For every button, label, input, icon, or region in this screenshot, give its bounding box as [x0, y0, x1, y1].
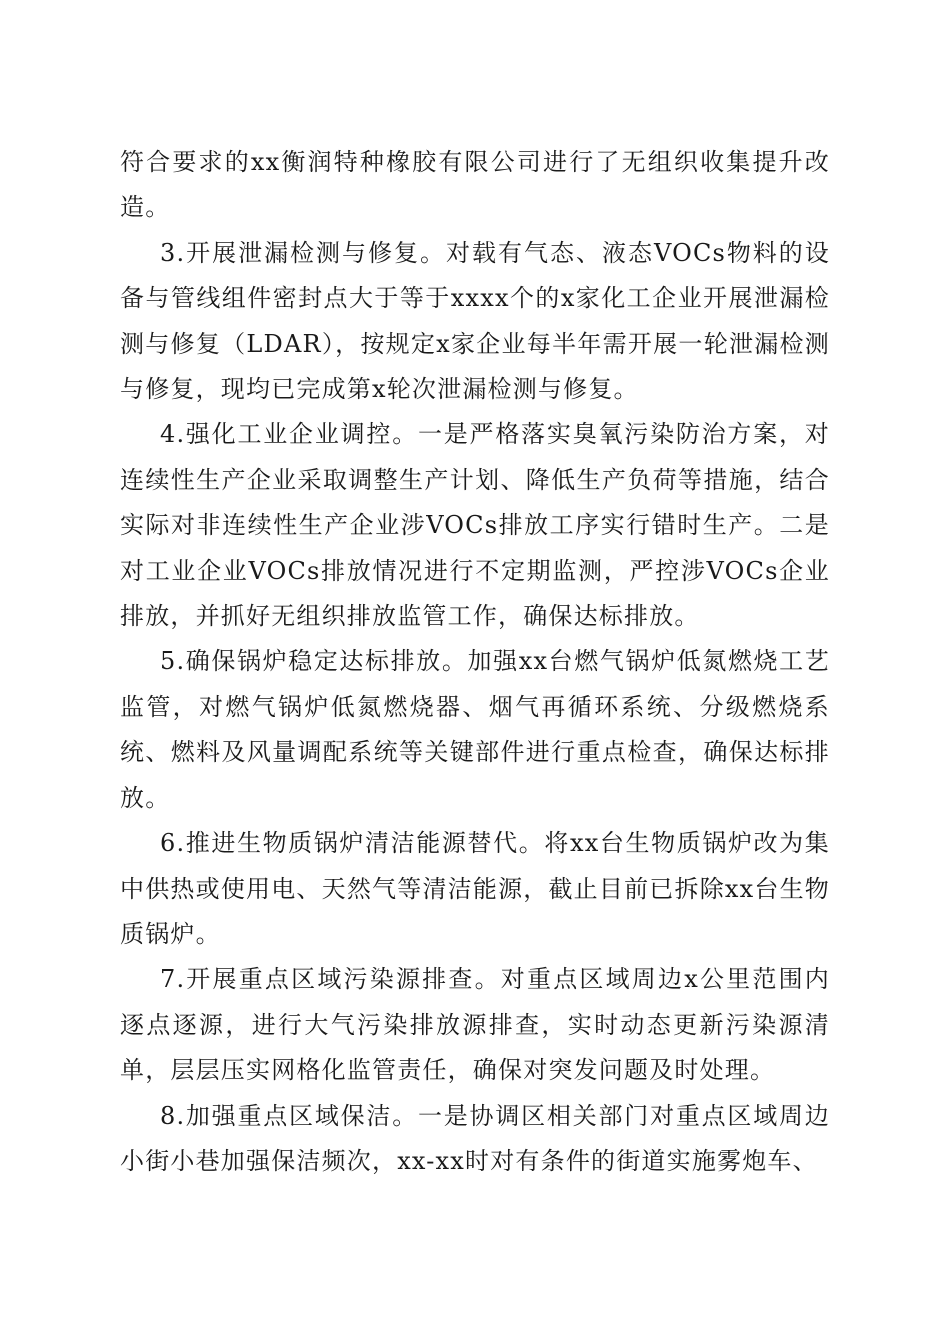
paragraph-item-5: 5.确保锅炉稳定达标排放。加强xx台燃气锅炉低氮燃烧工艺监管，对燃气锅炉低氮燃烧器、烟气再循环系统、分级燃烧系统、燃料及风量调配系统等关键部件进行重点检查，确保达标排放。: [120, 647, 830, 812]
paragraph-item-8: 8.加强重点区域保洁。一是协调区相关部门对重点区域周边小街小巷加强保洁频次，xx-xx时对有条件的街道实施雾炮车、: [120, 1101, 830, 1175]
paragraph-continuation: 符合要求的xx衡润特种橡胶有限公司进行了无组织收集提升改造。: [120, 148, 830, 222]
document-body: [120, 140, 830, 1184]
paragraph-item-3: 3.开展泄漏检测与修复。对载有气态、液态VOCs物料的设备与管线组件密封点大于等于xxxx个的x家化工企业开展泄漏检测与修复（LDAR），按规定x家企业每半年需开展一轮泄漏检测与修复，现均已完成第x轮次泄漏检测与修复。: [120, 238, 830, 404]
paragraph-item-4: 4.强化工业企业调控。一是严格落实臭氧污染防治方案，对连续性生产企业采取调整生产计划、降低生产负荷等措施，结合实际对非连续性生产企业涉VOCs排放工序实行错时生产。二是对工业企业VOCs排放情况进行不定期监测，严控涉VOCs企业排放，并抓好无组织排放监管工作，确保达标排放。: [120, 420, 830, 631]
paragraph-item-6: 6.推进生物质锅炉清洁能源替代。将xx台生物质锅炉改为集中供热或使用电、天然气等清洁能源，截止目前已拆除xx台生物质锅炉。: [120, 829, 830, 948]
paragraph-item-7: 7.开展重点区域污染源排查。对重点区域周边x公里范围内逐点逐源，进行大气污染排放源排查，实时动态更新污染源清单，层层压实网格化监管责任，确保对突发问题及时处理。: [120, 965, 830, 1085]
